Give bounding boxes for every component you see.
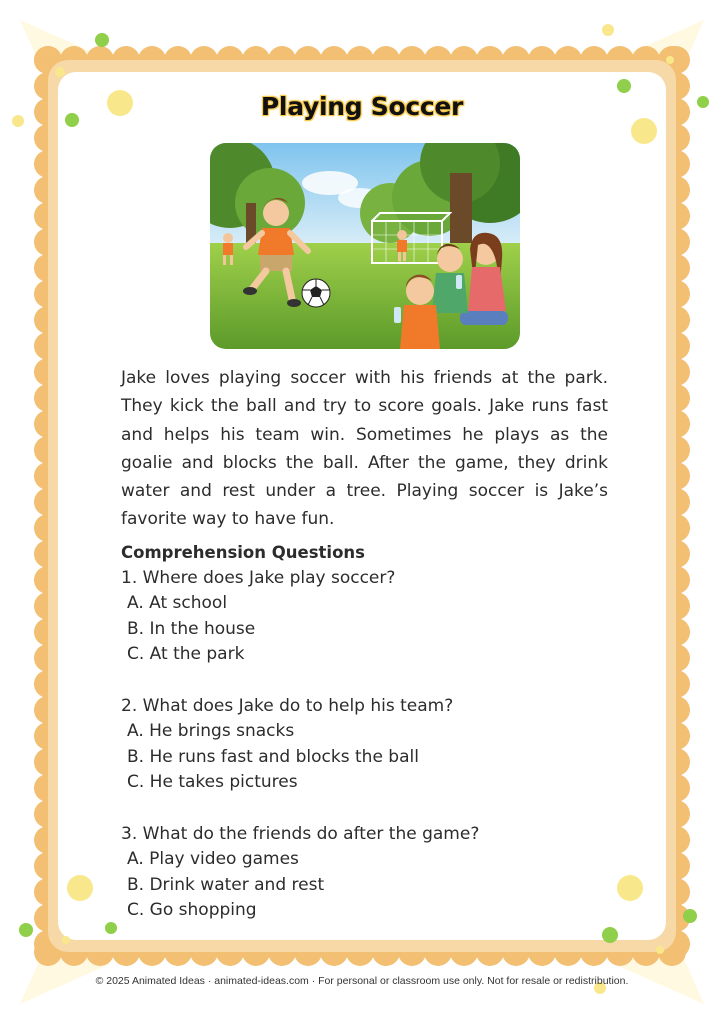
answer-option: B. He runs fast and blocks the ball [127,746,419,767]
question-block-3 [121,822,621,924]
answer-option: A. Play video games [127,849,299,870]
question-text: 1. Where does Jake play soccer? [121,567,396,588]
answer-option: B. In the house [127,618,256,639]
answer-option: A. He brings snacks [127,721,295,742]
answer-option: C. He takes pictures [127,772,298,793]
questions-heading: Comprehension Questions [121,543,365,562]
answer-option: C. At the park [127,644,245,665]
question-block-1 [121,566,621,668]
soccer-ball [302,279,330,307]
question-text: 3. What do the friends do after the game? [121,823,480,844]
soccer-park-illustration [210,143,520,349]
answer-option: C. Go shopping [127,900,257,921]
worksheet-title: Playing Soccer [260,92,464,121]
copyright-footer: © 2025 Animated Ideas · animated-ideas.com · For personal or classroom use only. Not for resale or redistribution. [95,975,629,987]
question-block-2 [121,694,621,796]
question-text: 2. What does Jake do to help his team? [121,695,454,716]
comprehension-questions [121,540,621,924]
answer-option: A. At school [127,593,228,614]
answer-option: B. Drink water and rest [127,874,325,895]
story-paragraph: Jake loves playing soccer with his friends at the park. They kick the ball and try to score goals. Jake runs fast and helps his team win. Sometimes he plays as the goalie and blocks the ball. After the game, they drink water and rest under a tree. Playing soccer is Jake’s favorite way to have fun. [121,368,608,530]
